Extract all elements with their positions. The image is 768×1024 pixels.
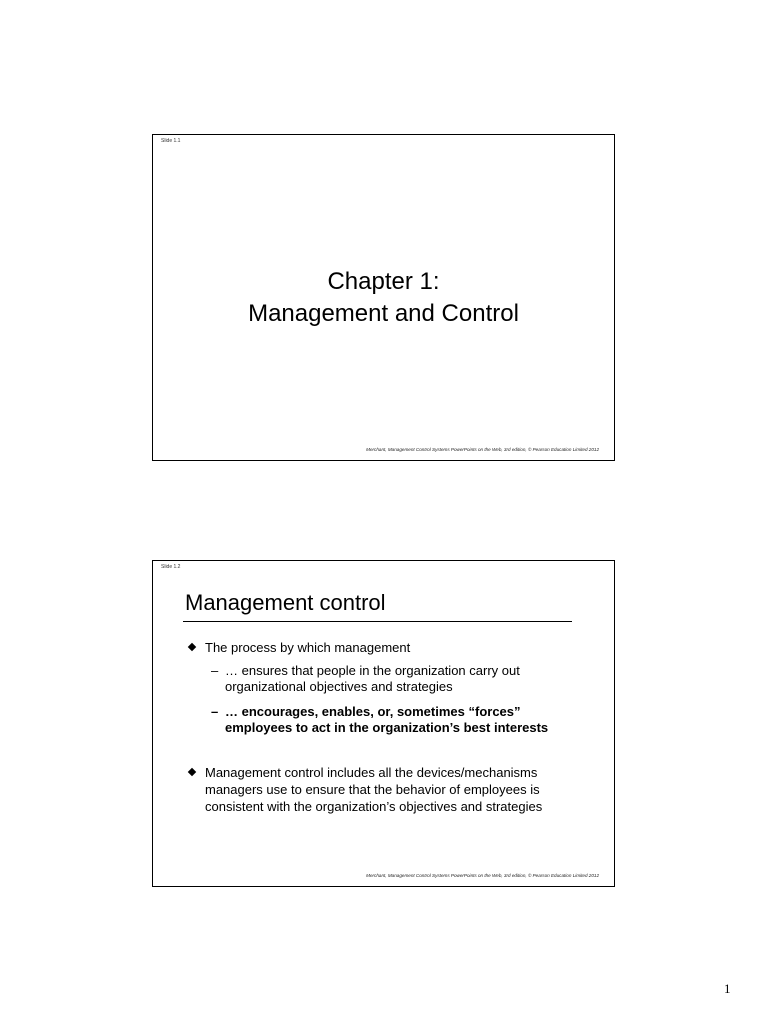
slide-2 [152, 560, 615, 887]
slide-footer: Merchant, Management Control Systems PowerPoints on the Web, 3rd edition, © Pearson Education Limited 2012 [366, 447, 599, 452]
title-underline [183, 621, 572, 622]
slide-number: Slide 1.1 [161, 138, 181, 144]
bullet-item [189, 639, 589, 656]
dash-bullet-icon: – [211, 663, 219, 678]
dash-bullet-icon: – [211, 704, 219, 719]
bullet-text: Management control includes all the devices/mechanisms managers use to ensure that the behavior of employees is consistent with the organization’s objectives and strategies [205, 765, 543, 814]
slide-title [153, 266, 614, 330]
slide-1 [152, 134, 615, 461]
slide-footer: Merchant, Management Control Systems PowerPoints on the Web, 3rd edition, © Pearson Education Limited 2012 [366, 873, 599, 878]
sub-bullet-item [211, 663, 591, 695]
title-line-2: Management and Control [248, 300, 519, 327]
title-line-1: Chapter 1: [327, 268, 440, 295]
sub-bullet-text: … encourages, enables, or, sometimes “forces” employees to act in the organization’s best interests [225, 704, 549, 735]
sub-bullet-item [211, 704, 591, 736]
bullet-item [189, 764, 589, 815]
page-number: 1 [724, 981, 731, 996]
slide-number: Slide 1.2 [161, 564, 181, 570]
bullet-text: The process by which management [205, 640, 411, 655]
sub-bullet-text: … ensures that people in the organization carry out organizational objectives and strategies [225, 663, 520, 694]
slide-title: Management control [185, 590, 386, 615]
